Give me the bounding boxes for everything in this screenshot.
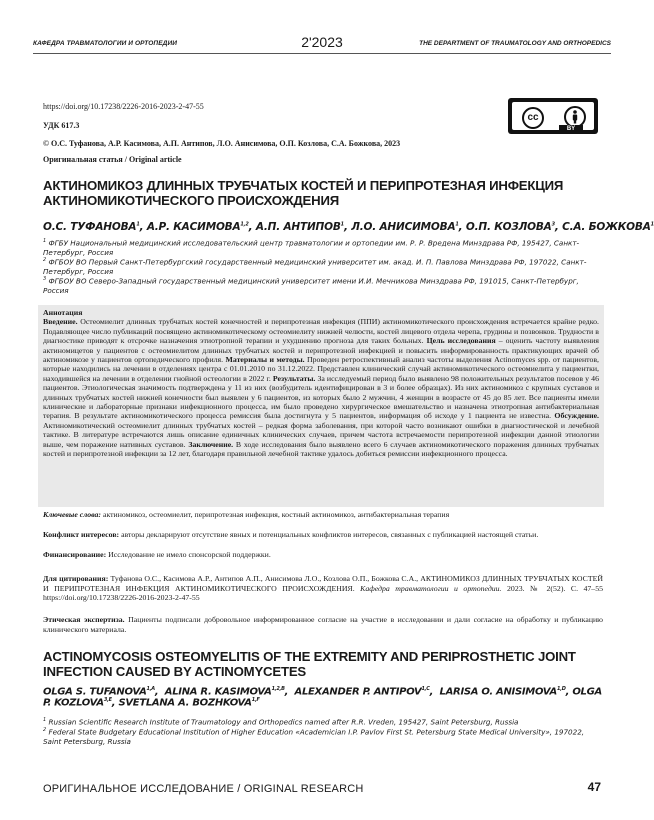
ethics-statement: Этическая экспертиза. Пациенты подписали добровольное информированное согласие на участие в исследовании и дали согласие на обработку и публикацию клинического материала. — [43, 615, 603, 634]
author-name: OLGA S. TUFANOVA — [43, 686, 147, 698]
affiliation-ru-2: $^2$ ФГБОУ ВО Первый Санкт-Петербургский государственный медицинский университет им. акад. И. П. Павлова Минздрава РФ, 197022, Санкт-Петербург, Россия — [43, 257, 587, 276]
affiliation-ru-1: $^1$ ФГБУ Национальный медицинский исследовательский центр травматологии и ортопедии им. Р. Р. Вредена Минздрава РФ, 195427, Санкт-Петербург, Россия — [43, 238, 580, 257]
abstract-body: Введение. Остеомиелит длинных трубчатых костей конечностей и перипротезная инфекция (ППИ) актиномикотического происхождения встречается крайне редко. Подавляющее число публикаций посвящено актиномикотическому остеомиелиту нижней челюсти, костей лицевого отдела черепа, грудины и позвонков. Трудности в диагностике приводят к отсрочке назначения этиотропной терапии и ухудшению прогноза для таких больных. Цель исследования – оценить частоту выявления актиномицетов у пациентов с остеомиелитом длинных трубчатых костей и перипротезной инфекцией и повысить информированность практикующих врачей об актиномикозе у пациентов ортопедического профиля. Материалы и методы. Проведен ретроспективный анализ частоты выделения Actinomyces spp. от пациентов, которые находились на лечении в отделениях центра с 01.01.2010 по 31.12.2022. Представлен клинический случай актиномикотического остеомиелита у пациентки, находившейся на лечении в отделении гнойной остеологии в 2022 г. Результаты. За исследуемый период было выявлено 98 положительных результатов посевов у 46 пациентов. Этиологическая значимость подтверждена у 11 из них (возбудитель идентифицирован в 3 и более образцах). Из них актиномикоз с крупных суставов и длинных трубчатых костей нижней конечности был выявлен у 6 пациентов, из которых было 2 мужчин, 4 женщин в возрасте от 45 до 85 лет. Все пациенты имели клинические и лабораторные признаки инфекционного процесса, им было проведено хирургическое вмешательство и назначена этиотропная антибактериальная терапия. В результате актиномикотического процесса ремиссия была достигнута у 5 пациентов, информация об исходе у 1 пациента не известна. Обсуждение. Актиномикотический остеомиелит длинных трубчатых костей – редкая форма заболевания, при которой часто возникают ошибки в диагностической и лечебной тактике. В литературе встречаются лишь описание единичных клинических случаев, причем частота встречаемости перипротезной инфекции данной этиологии выше, чем поражение нативных суставов. Заключение. В ходе исследования было выявлено всего 6 случаев актиномикотического поражения длинных трубчатых костей и перипротезной инфекции за 12 лет, благодаря правильной лечебной тактике удалось добиться ремиссии инфекционного процесса. — [43, 317, 600, 459]
affiliation-en-1: $^1$ Russian Scientific Research Institute of Traumatology and Orthopedics named after R.R. Vreden, 195427, Saint Petersburg, Russia — [43, 717, 519, 727]
cc-by-license-badge[interactable] — [508, 98, 598, 134]
author-name: ALINA R. KASIMOVA — [164, 686, 272, 698]
affiliation-ru-3: $^3$ ФГБОУ ВО Северо-Западный государственный медицинский университет имени И.И. Мечникова Минздрава РФ, 191015, Санкт-Петербург, Россия — [43, 276, 579, 295]
copyright-line: © О.С. Туфанова, А.Р. Касимова, А.П. Антипов, Л.О. Анисимова, О.П. Козлова, С.А. Божкова, 2023 — [43, 139, 401, 148]
abstract-heading: Аннотация — [43, 308, 83, 317]
abstract-box — [38, 305, 604, 507]
author-name: Л.О. АНИСИМОВА — [351, 221, 456, 233]
keywords: Ключевые слова: актиномикоз, остеомиелит, перипротезная инфекция, костный актиномикоз, антибактериальная терапия — [43, 510, 450, 519]
authors-en: OLGA S. $TUFANOVA^{1,A}$, ALINA R. $KASIMOVA^{1,2,B}$, ALEXANDER P. $ANTIPOV^{1,C}$, LARISA O. $ANISIMOVA^{1,D}$, OLGA P. $KOZLOVA^{3,E}$, SVETLANA A. $BOZHKOVA^{1,F}$ — [43, 686, 602, 709]
footer-section-label: ОРИГИНАЛЬНОЕ ИССЛЕДОВАНИЕ / ORIGINAL RESEARCH — [43, 783, 364, 795]
author-name: LARISA O. ANISIMOVA — [439, 686, 557, 698]
udk-code: УДК 617.3 — [43, 121, 80, 130]
funding: Финансирование: Исследование не имело спонсорской поддержки. — [43, 550, 271, 559]
running-header-left: КАФЕДРА ТРАВМАТОЛОГИИ И ОРТОПЕДИИ — [33, 40, 177, 47]
running-header-right: THE DEPARTMENT OF TRAUMATOLOGY AND ORTHOPEDICS — [419, 40, 611, 47]
author-name: О.С. ТУФАНОВА — [43, 221, 137, 233]
affiliation-en-2: $^2$ Federal State Budgetary Educational Institution of Higher Education «Academician I.P. Pavlov First St. Petersburg State Medical University», 197022, Saint Petersburg, Russia — [43, 727, 585, 746]
cc-logo-icon: cc — [522, 107, 544, 129]
authors-ru: О.С. ТУФАНОВА$^1$, А.Р. КАСИМОВА$^{1,2}$, А.П. АНТИПОВ$^1$, Л.О. АНИСИМОВА$^1$, О.П. КОЗЛОВА$^3$, С.А. БОЖКОВА$^1$ — [43, 221, 654, 233]
author-name: О.П. КОЗЛОВА — [465, 221, 552, 233]
article-title-en: ACTINOMYCOSIS OSTEOMYELITIS OF THE EXTREMITY AND PERIPROSTHETIC JOINT INFECTION CAUSED BY ACTINOMYCETES — [43, 649, 576, 679]
author-name: SVETLANA A. BOZHKOVA — [118, 697, 252, 709]
author-name: А.П. АНТИПОВ — [255, 221, 341, 233]
citation: Для цитирования: Туфанова О.С., Касимова А.Р., Антипов А.П., Анисимова Л.О., Козлова О.П., Божкова С.А., АКТИНОМИКОЗ ДЛИННЫХ ТРУБЧАТЫХ КОСТЕЙ И ПЕРИПРОТЕЗНАЯ ИНФЕКЦИЯ АКТИНОМИКОТИЧЕСКОГО ПРОИСХОЖДЕНИЯ. Кафедра травматологии и ортопедии. 2023. № 2(52). С. 47–55 https://doi.org/10.17238/2226-2016-2023-2-47-55 — [43, 574, 604, 602]
article-type: Оригинальная статья / Original article — [43, 155, 182, 164]
by-label: BY — [559, 125, 583, 133]
author-name: OLGA P. KOZLOVA — [43, 686, 602, 709]
header-divider — [33, 53, 611, 54]
author-name: ALEXANDER P. ANTIPOV — [294, 686, 422, 698]
conflict-of-interest: Конфликт интересов: авторы декларируют отсутствие явных и потенциальных конфликтов интересов, связанных с публикацией настоящей статьи. — [43, 530, 539, 539]
doi-link[interactable]: https://doi.org/10.17238/2226-2016-2023-2-47-55 — [43, 102, 204, 111]
author-name: С.А. БОЖКОВА — [562, 221, 651, 233]
article-title-ru: АКТИНОМИКОЗ ДЛИННЫХ ТРУБЧАТЫХ КОСТЕЙ И ПЕРИПРОТЕЗНАЯ ИНФЕКЦИЯ АКТИНОМИКОТИЧЕСКОГО ПРОИСХОЖДЕНИЯ — [43, 178, 564, 208]
page-number: 47 — [587, 780, 601, 794]
author-name: А.Р. КАСИМОВА — [146, 221, 241, 233]
issue-number: 2'2023 — [301, 34, 343, 50]
